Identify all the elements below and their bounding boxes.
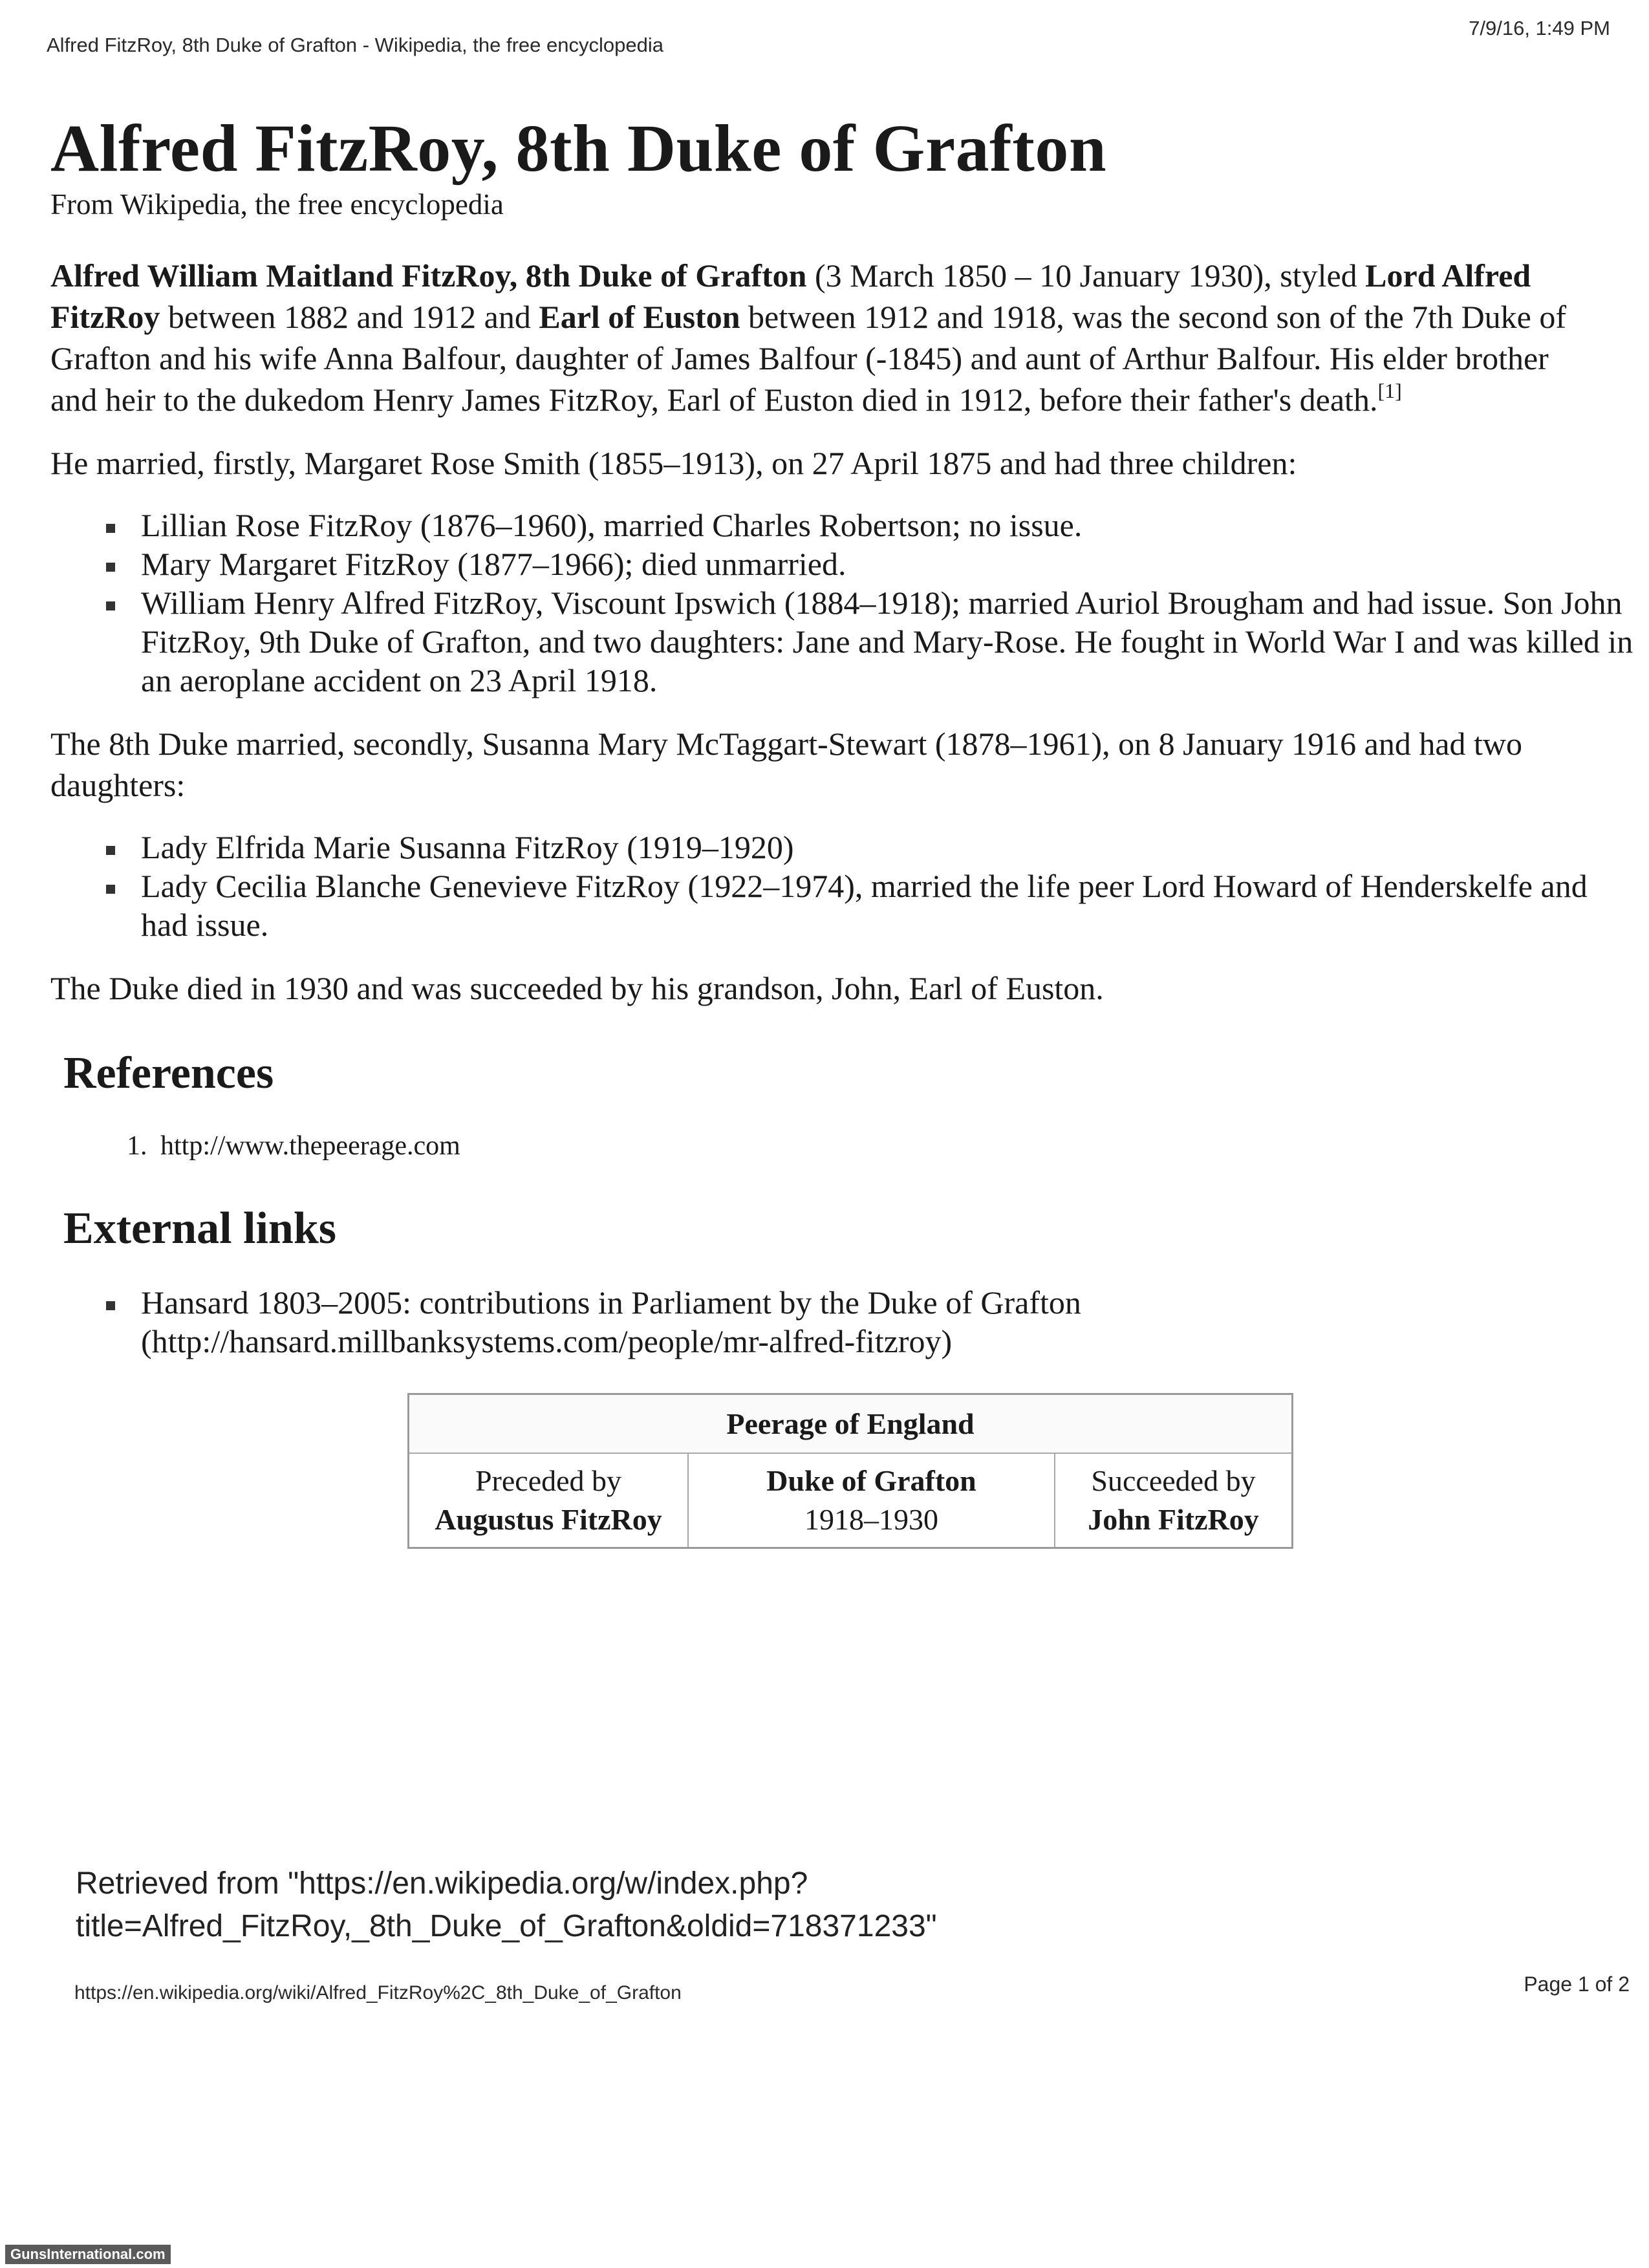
intro-text-3: between 1912 and 1918, was the second son of the 7th Duke of Grafton and his wife Anna Balfour, daughter of James Balfour (-1845) and aunt of Arthur Balfour. His elder brother and heir to the dukedom Henry James FitzRoy, Earl of Euston died in 1912, before their father's death. (50, 298, 1567, 418)
succession-header: Peerage of England (409, 1394, 1293, 1453)
print-header-title: Alfred FitzRoy, 8th Duke of Grafton - Wikipedia, the free encyclopedia (47, 34, 663, 56)
preceded-label: Preceded by (475, 1463, 622, 1497)
title-cell (688, 1453, 1055, 1548)
intro-text-1: (3 March 1850 – 10 January 1930), styled (806, 257, 1366, 294)
print-footer-page: Page 1 of 2 (1524, 1972, 1630, 1996)
reference-item[interactable]: 1. http://www.thepeerage.com (154, 1128, 1615, 1164)
article (50, 110, 1633, 1549)
intro-bold-name: Alfred William Maitland FitzRoy, 8th Duke of Grafton (50, 257, 807, 294)
intro-paragraph (50, 255, 1583, 420)
page-subtitle: From Wikipedia, the free encyclopedia (50, 188, 504, 221)
external-link-item[interactable]: Hansard 1803–2005: contributions in Parliament by the Duke of Grafton (http://hansard.millbanksystems.com/people/mr-alfred-fitzroy) (141, 1283, 1635, 1361)
succeeded-cell (1055, 1453, 1293, 1548)
intro-bold-earl: Earl of Euston (539, 298, 740, 335)
first-marriage-paragraph: He married, firstly, Margaret Rose Smith (1855–1913), on 27 April 1875 and had three children: (50, 444, 1297, 481)
preceded-cell (409, 1453, 689, 1548)
intro-bold-style: Lord Alfred FitzRoy (50, 257, 1531, 335)
intro-text-2: between 1882 and 1912 and (160, 298, 539, 335)
title-name: Duke of Grafton (766, 1463, 976, 1497)
first-children-list (50, 506, 1633, 700)
list-item: Lady Cecilia Blanche Genevieve FitzRoy (1922–1974), married the life peer Lord Howard of Henderskelfe and had issue. (141, 867, 1635, 944)
retrieved-from (76, 1863, 937, 1948)
references-list (50, 1128, 1615, 1164)
list-item: Lillian Rose FitzRoy (1876–1960), married Charles Robertson; no issue. (141, 506, 1635, 545)
print-footer-url: https://en.wikipedia.org/wiki/Alfred_FitzRoy%2C_8th_Duke_of_Grafton (74, 1982, 682, 2003)
retrieved-line-1[interactable]: Retrieved from "https://en.wikipedia.org/w/index.php? (76, 1866, 808, 1901)
second-children-list (50, 828, 1615, 944)
list-item: William Henry Alfred FitzRoy, Viscount Ipswich (1884–1918); married Auriol Brougham and had issue. Son John FitzRoy, 9th Duke of Grafton, and two daughters: Jane and Mary-Rose. He fought in World War I and was killed in an aeroplane accident on 23 April 1918. (141, 583, 1635, 700)
retrieved-line-2[interactable]: title=Alfred_FitzRoy,_8th_Duke_of_Grafton&oldid=718371233" (76, 1909, 937, 1943)
reference-link[interactable]: [1] (1377, 378, 1402, 402)
watermark-logo: GunsInternational.com (5, 2245, 171, 2264)
references-heading: References (63, 1048, 274, 1098)
succeeded-name-link[interactable]: John FitzRoy (1088, 1502, 1259, 1536)
death-paragraph: The Duke died in 1930 and was succeeded by his grandson, John, Earl of Euston. (50, 969, 1104, 1006)
preceded-name-link[interactable]: Augustus FitzRoy (435, 1502, 662, 1536)
list-item: Lady Elfrida Marie Susanna FitzRoy (1919–1920) (141, 828, 1635, 867)
title-years: 1918–1930 (804, 1502, 938, 1536)
succession-box (407, 1393, 1293, 1549)
second-marriage-paragraph: The 8th Duke married, secondly, Susanna Mary McTaggart-Stewart (1878–1961), on 8 January 1916 and had two daughters: (50, 725, 1523, 803)
succeeded-label: Succeeded by (1091, 1463, 1256, 1497)
external-links-list (50, 1283, 1615, 1361)
print-header-datetime: 7/9/16, 1:49 PM (1469, 17, 1610, 39)
page-title: Alfred FitzRoy, 8th Duke of Grafton (50, 111, 1107, 186)
list-item: Mary Margaret FitzRoy (1877–1966); died unmarried. (141, 545, 1635, 583)
external-links-heading: External links (63, 1203, 337, 1253)
